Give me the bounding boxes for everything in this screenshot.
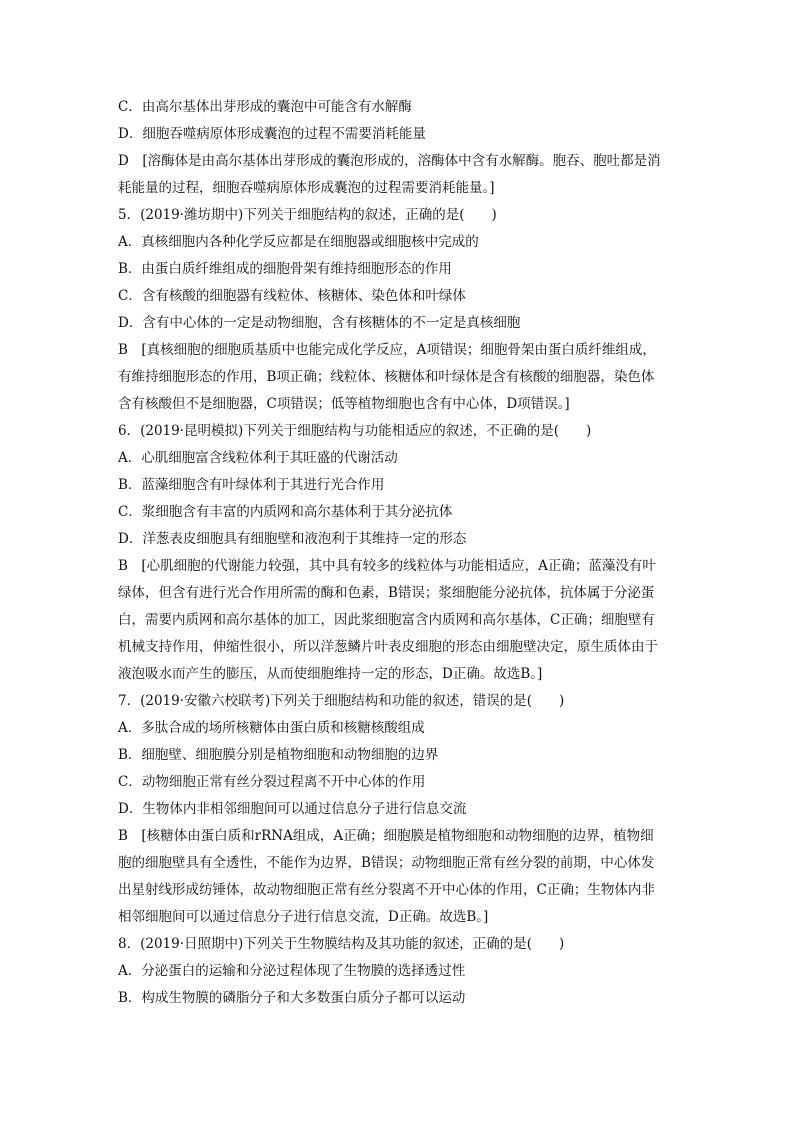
answer-explanation: B [真核细胞的细胞质基质中也能完成化学反应，A项错误；细胞骨架由蛋白质纤维组成， bbox=[118, 342, 656, 358]
option-line: B．构成生物膜的磷脂分子和大多数蛋白质分子都可以运动 bbox=[118, 990, 466, 1006]
option-line: C．浆细胞含有丰富的内质网和高尔基体利于其分泌抗体 bbox=[118, 504, 453, 520]
option-line: B．蓝藻细胞含有叶绿体利于其进行光合作用 bbox=[118, 477, 385, 493]
option-line: C．含有核酸的细胞器有线粒体、核糖体、染色体和叶绿体 bbox=[118, 288, 466, 304]
option-line: A．心肌细胞富含线粒体利于其旺盛的代谢活动 bbox=[118, 450, 398, 466]
question-stem: 8．(2019·日照期中)下列关于生物膜结构及其功能的叙述，正确的是( ) bbox=[118, 936, 565, 952]
option-line: D．细胞吞噬病原体形成囊泡的过程不需要消耗能量 bbox=[118, 126, 426, 142]
answer-explanation: 胞的细胞壁具有全透性，不能作为边界，B错误；动物细胞正常有丝分裂的前期，中心体发 bbox=[118, 855, 655, 871]
answer-explanation: 液泡吸水而产生的膨压，从而使细胞维持一定的形态，D正确。故选B。] bbox=[118, 666, 543, 682]
answer-explanation: 绿体，但含有进行光合作用所需的酶和色素，B错误；浆细胞能分泌抗体，抗体属于分泌蛋 bbox=[118, 585, 655, 601]
option-line: A．多肽合成的场所核糖体由蛋白质和核糖核酸组成 bbox=[118, 720, 425, 736]
option-line: A．分泌蛋白的运输和分泌过程体现了生物膜的选择透过性 bbox=[118, 963, 466, 979]
option-line: D．生物体内非相邻细胞间可以通过信息分子进行信息交流 bbox=[118, 801, 467, 817]
answer-explanation: D [溶酶体是由高尔基体出芽形成的囊泡形成的，溶酶体中含有水解酶。胞吞、胞吐都是消 bbox=[118, 153, 661, 169]
answer-explanation: 含有核酸但不是细胞器，C项错误；低等植物细胞也含有中心体，D项错误。] bbox=[118, 396, 570, 412]
question-stem: 6．(2019·昆明模拟)下列关于细胞结构与功能相适应的叙述，不正确的是( ) bbox=[118, 423, 592, 439]
option-line: C．由高尔基体出芽形成的囊泡中可能含有水解酶 bbox=[118, 99, 412, 115]
option-line: D．含有中心体的一定是动物细胞，含有核糖体的不一定是真核细胞 bbox=[118, 315, 521, 331]
answer-explanation: B [核糖体由蛋白质和rRNA组成，A正确；细胞膜是植物细胞和动物细胞的边界，植物细 bbox=[118, 828, 654, 844]
question-stem: 5．(2019·潍坊期中)下列关于细胞结构的叙述，正确的是( ) bbox=[118, 207, 497, 223]
option-line: B．由蛋白质纤维组成的细胞骨架有维持细胞形态的作用 bbox=[118, 261, 452, 277]
answer-explanation: 出星射线形成纺锤体，故动物细胞正常有丝分裂离不开中心体的作用，C正确；生物体内非 bbox=[118, 882, 655, 898]
answer-explanation: 相邻细胞间可以通过信息分子进行信息交流，D正确。故选B。] bbox=[118, 909, 489, 925]
answer-explanation: B [心肌细胞的代谢能力较强，其中具有较多的线粒体与功能相适应，A正确；蓝藻没有叶 bbox=[118, 558, 656, 574]
option-line: B．细胞壁、细胞膜分别是植物细胞和动物细胞的边界 bbox=[118, 747, 439, 763]
document-body bbox=[118, 94, 678, 1012]
question-stem: 7．(2019·安徽六校联考)下列关于细胞结构和功能的叙述，错误的是( ) bbox=[118, 693, 565, 709]
answer-explanation: 耗能量的过程，细胞吞噬病原体形成囊泡的过程需要消耗能量。] bbox=[118, 180, 495, 196]
option-line: D．洋葱表皮细胞具有细胞壁和液泡利于其维持一定的形态 bbox=[118, 531, 467, 547]
answer-explanation: 白，需要内质网和高尔基体的加工，因此浆细胞富含内质网和高尔基体，C正确；细胞壁有 bbox=[118, 612, 655, 628]
option-line: A．真核细胞内各种化学反应都是在细胞器或细胞核中完成的 bbox=[118, 234, 479, 250]
answer-explanation: 机械支持作用，伸缩性很小，所以洋葱鳞片叶表皮细胞的形态由细胞壁决定，原生质体由于 bbox=[118, 639, 658, 655]
answer-explanation: 有维持细胞形态的作用，B项正确；线粒体、核糖体和叶绿体是含有核酸的细胞器，染色体 bbox=[118, 369, 655, 385]
option-line: C．动物细胞正常有丝分裂过程离不开中心体的作用 bbox=[118, 774, 426, 790]
